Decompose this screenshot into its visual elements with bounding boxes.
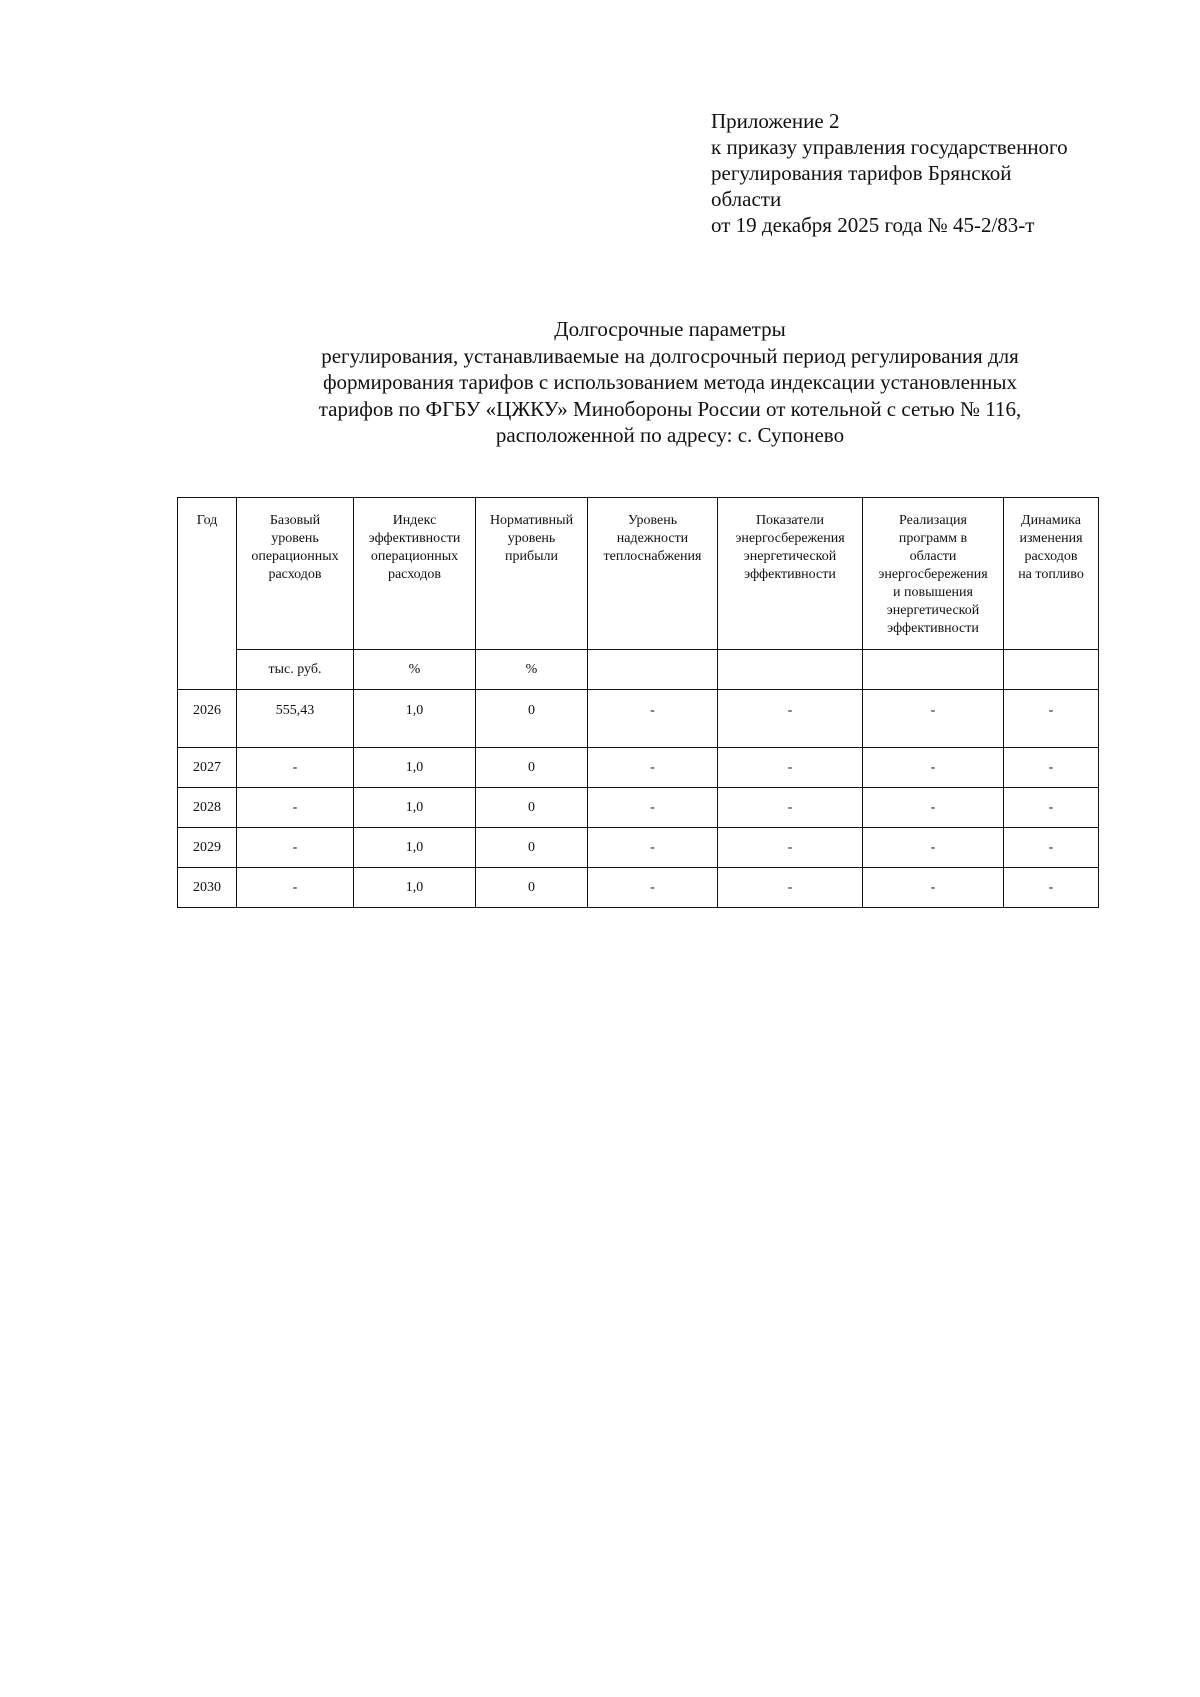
unit-cell — [1004, 650, 1099, 690]
value-cell: - — [237, 788, 354, 828]
header-year: Год — [178, 498, 237, 690]
value-cell: 0 — [476, 828, 588, 868]
value-cell: - — [237, 868, 354, 908]
table-row — [178, 828, 1099, 868]
header-energy-saving: Показатели энергосбережения энергетической эффективности — [718, 498, 863, 650]
appendix-line: области — [711, 187, 782, 211]
title-line: тарифов по ФГБУ «ЦЖКУ» Минобороны России от котельной с сетью № 116, — [318, 396, 1022, 421]
value-cell: - — [1004, 868, 1099, 908]
value-cell: - — [718, 868, 863, 908]
value-cell: - — [718, 828, 863, 868]
header-fuel-dynamics: Динамика изменения расходов на топливо — [1004, 498, 1099, 650]
appendix-line: регулирования тарифов Брянской — [711, 161, 1012, 185]
header-normative-profit: Нормативный уровень прибыли — [476, 498, 588, 650]
table-row — [178, 868, 1099, 908]
unit-cell — [863, 650, 1004, 690]
header-efficiency-index: Индекс эффективности операционных расходов — [354, 498, 476, 650]
table-row — [178, 690, 1099, 748]
unit-cell: % — [476, 650, 588, 690]
year-cell: 2027 — [178, 748, 237, 788]
title-line: формирования тарифов с использованием метода индексации установленных — [322, 370, 1018, 394]
appendix-line: Приложение 2 — [711, 109, 840, 133]
value-cell: - — [1004, 748, 1099, 788]
value-cell: 555,43 — [237, 690, 354, 748]
table-header-row — [178, 498, 1099, 650]
value-cell: - — [588, 788, 718, 828]
unit-cell — [588, 650, 718, 690]
header-programs: Реализация программ в области энергосбережения и повышения энергетической эффективности — [863, 498, 1004, 650]
value-cell: - — [237, 828, 354, 868]
value-cell: - — [237, 748, 354, 788]
unit-cell — [718, 650, 863, 690]
table-row — [178, 748, 1099, 788]
value-cell: 1,0 — [354, 690, 476, 748]
value-cell: - — [588, 868, 718, 908]
year-cell: 2029 — [178, 828, 237, 868]
unit-cell: тыс. руб. — [237, 650, 354, 690]
value-cell: 1,0 — [354, 748, 476, 788]
table-units-row — [178, 650, 1099, 690]
unit-cell: % — [354, 650, 476, 690]
value-cell: 1,0 — [354, 788, 476, 828]
value-cell: - — [718, 690, 863, 748]
value-cell: - — [1004, 828, 1099, 868]
value-cell: - — [588, 690, 718, 748]
value-cell: - — [588, 828, 718, 868]
value-cell: 0 — [476, 788, 588, 828]
value-cell: 1,0 — [354, 868, 476, 908]
value-cell: - — [863, 788, 1004, 828]
title-line: расположенной по адресу: с. Супонево — [495, 423, 845, 447]
value-cell: - — [718, 788, 863, 828]
value-cell: 1,0 — [354, 828, 476, 868]
value-cell: - — [1004, 788, 1099, 828]
year-cell: 2030 — [178, 868, 237, 908]
value-cell: 0 — [476, 690, 588, 748]
value-cell: - — [863, 868, 1004, 908]
appendix-line: от 19 декабря 2025 года № 45-2/83-т — [711, 213, 1035, 237]
value-cell: - — [1004, 690, 1099, 748]
value-cell: - — [863, 690, 1004, 748]
parameters-table — [177, 497, 1099, 908]
value-cell: 0 — [476, 748, 588, 788]
value-cell: 0 — [476, 868, 588, 908]
year-cell: 2028 — [178, 788, 237, 828]
value-cell: - — [588, 748, 718, 788]
header-base-opex: Базовый уровень операционных расходов — [237, 498, 354, 650]
appendix-block — [711, 108, 1131, 238]
title-line: Долгосрочные параметры — [554, 317, 786, 341]
value-cell: - — [718, 748, 863, 788]
header-reliability: Уровень надежности теплоснабжения — [588, 498, 718, 650]
table-row — [178, 788, 1099, 828]
appendix-line: к приказу управления государственного — [711, 135, 1068, 159]
value-cell: - — [863, 748, 1004, 788]
value-cell: - — [863, 828, 1004, 868]
year-cell: 2026 — [178, 690, 237, 748]
title-line: регулирования, устанавливаемые на долгосрочный период регулирования для — [321, 343, 1019, 368]
document-title — [200, 316, 1140, 449]
